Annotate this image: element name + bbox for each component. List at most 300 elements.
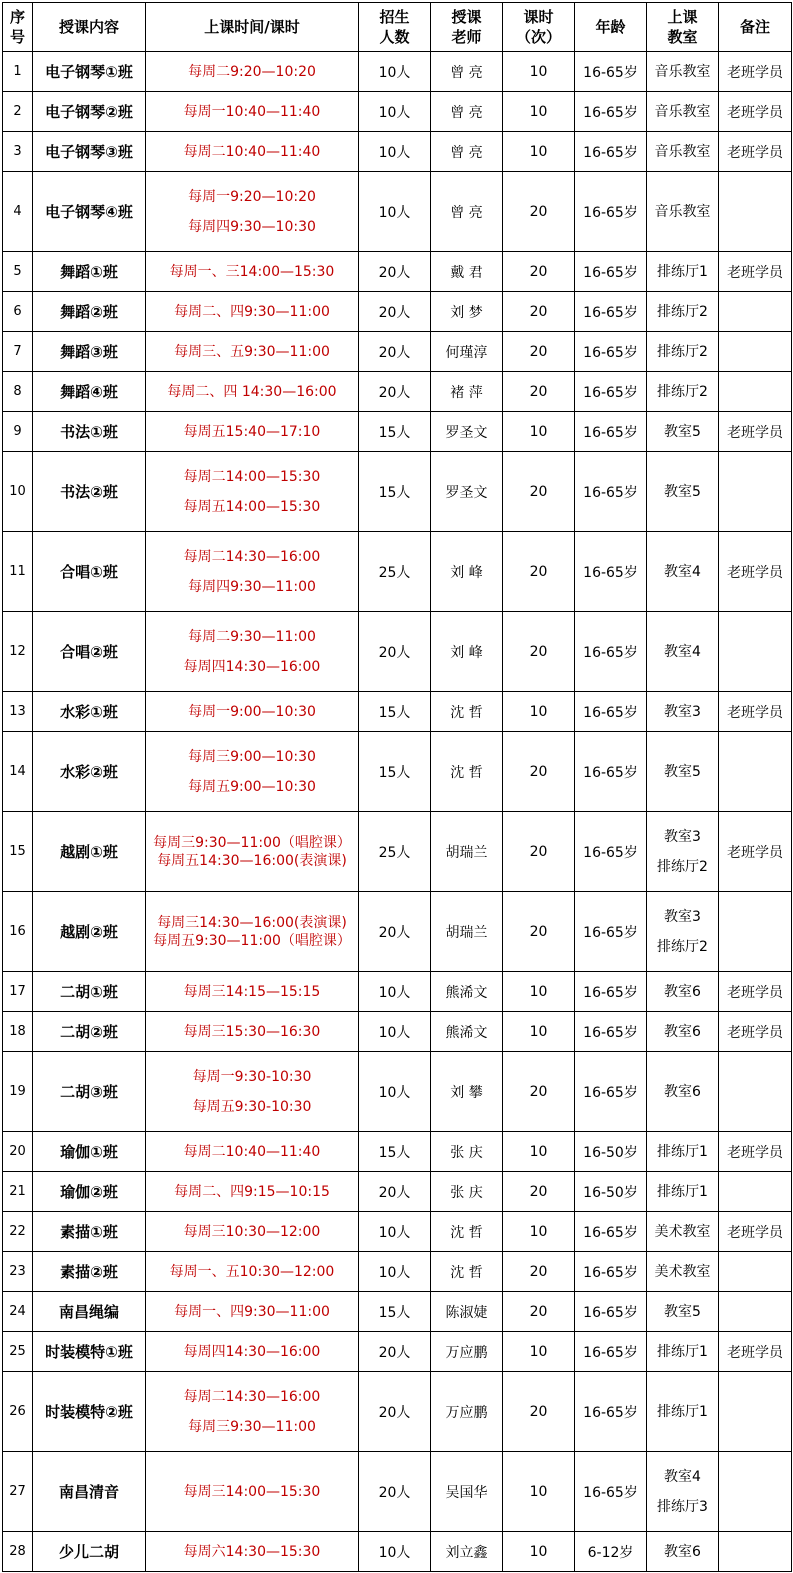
course-name: 南昌清音 [33, 1452, 146, 1532]
hours: 20 [503, 812, 575, 892]
hours: 20 [503, 1372, 575, 1452]
age-range: 6-12岁 [575, 1532, 647, 1572]
hours: 10 [503, 52, 575, 92]
note [719, 1252, 792, 1292]
room-line: 排练厅1 [657, 263, 708, 280]
time-line: 每周二14:30—16:00 [183, 1388, 321, 1405]
course-name: 书法②班 [33, 452, 146, 532]
note: 老班学员 [719, 412, 792, 452]
class-schedule-table [2, 2, 792, 1572]
row-index: 16 [3, 892, 33, 972]
age-range: 16-65岁 [575, 452, 647, 532]
time-line: 每周一9:20—10:20 [188, 188, 316, 205]
teacher: 罗圣文 [431, 452, 503, 532]
row-index: 1 [3, 52, 33, 92]
table-row [3, 1212, 792, 1252]
teacher: 曾 亮 [431, 92, 503, 132]
room-line: 排练厅1 [657, 1183, 708, 1200]
teacher: 褚 萍 [431, 372, 503, 412]
teacher: 罗圣文 [431, 412, 503, 452]
classroom [647, 52, 719, 92]
table-row [3, 1292, 792, 1332]
room-line: 教室4 [664, 563, 701, 580]
hours: 10 [503, 412, 575, 452]
table-row [3, 972, 792, 1012]
row-index: 24 [3, 1292, 33, 1332]
hours: 20 [503, 372, 575, 412]
room-line: 音乐教室 [654, 103, 711, 120]
room-line: 美术教室 [654, 1223, 711, 1240]
header-time: 上课时间/课时 [146, 3, 359, 52]
note: 老班学员 [719, 972, 792, 1012]
time-line: 每周一9:30-10:30 [192, 1068, 312, 1085]
classroom [647, 132, 719, 172]
table-row [3, 532, 792, 612]
hours: 10 [503, 1452, 575, 1532]
time-line: 每周五14:30—16:00(表演课) [157, 852, 347, 869]
course-name: 时装模特①班 [33, 1332, 146, 1372]
note [719, 892, 792, 972]
class-time [146, 1012, 359, 1052]
classroom [647, 1132, 719, 1172]
age-range: 16-65岁 [575, 1052, 647, 1132]
table-row [3, 452, 792, 532]
hours: 10 [503, 1212, 575, 1252]
note [719, 612, 792, 692]
quota: 10人 [359, 52, 431, 92]
room-line: 教室5 [664, 423, 701, 440]
class-time [146, 1452, 359, 1532]
note [719, 1532, 792, 1572]
row-index: 23 [3, 1252, 33, 1292]
teacher: 刘 攀 [431, 1052, 503, 1132]
hours: 20 [503, 452, 575, 532]
course-name: 舞蹈①班 [33, 252, 146, 292]
hours: 20 [503, 172, 575, 252]
time-line: 每周五15:40—17:10 [183, 423, 321, 440]
header-age: 年龄 [575, 3, 647, 52]
row-index: 20 [3, 1132, 33, 1172]
time-line: 每周二、四9:15—10:15 [174, 1183, 330, 1200]
course-name: 越剧②班 [33, 892, 146, 972]
room-line: 音乐教室 [654, 143, 711, 160]
age-range: 16-65岁 [575, 132, 647, 172]
hours: 20 [503, 732, 575, 812]
class-time [146, 372, 359, 412]
time-line: 每周三9:30—11:00 [188, 1418, 316, 1435]
time-line: 每周二、四 14:30—16:00 [167, 383, 337, 400]
note: 老班学员 [719, 92, 792, 132]
teacher: 吴国华 [431, 1452, 503, 1532]
table-row [3, 1452, 792, 1532]
age-range: 16-65岁 [575, 1372, 647, 1452]
classroom [647, 172, 719, 252]
row-index: 3 [3, 132, 33, 172]
class-time [146, 1372, 359, 1452]
note [719, 292, 792, 332]
course-name: 时装模特②班 [33, 1372, 146, 1452]
note: 老班学员 [719, 812, 792, 892]
classroom [647, 892, 719, 972]
hours: 10 [503, 1532, 575, 1572]
room-line: 教室6 [664, 1083, 701, 1100]
teacher: 戴 君 [431, 252, 503, 292]
row-index: 8 [3, 372, 33, 412]
header-index: 序 号 [3, 3, 33, 52]
class-time [146, 452, 359, 532]
time-line: 每周二10:40—11:40 [183, 1143, 321, 1160]
table-row [3, 1332, 792, 1372]
course-name: 舞蹈②班 [33, 292, 146, 332]
time-line: 每周三14:00—15:30 [183, 1483, 321, 1500]
age-range: 16-65岁 [575, 292, 647, 332]
classroom [647, 1452, 719, 1532]
age-range: 16-65岁 [575, 1452, 647, 1532]
age-range: 16-65岁 [575, 612, 647, 692]
course-name: 合唱①班 [33, 532, 146, 612]
quota: 20人 [359, 612, 431, 692]
course-name: 素描②班 [33, 1252, 146, 1292]
classroom [647, 1052, 719, 1132]
time-line: 每周六14:30—15:30 [183, 1543, 321, 1560]
note: 老班学员 [719, 1212, 792, 1252]
course-name: 水彩①班 [33, 692, 146, 732]
quota: 10人 [359, 1532, 431, 1572]
quota: 25人 [359, 812, 431, 892]
age-range: 16-65岁 [575, 892, 647, 972]
row-index: 25 [3, 1332, 33, 1372]
time-line: 每周三14:30—16:00(表演课) [157, 914, 347, 931]
quota: 10人 [359, 172, 431, 252]
course-name: 二胡②班 [33, 1012, 146, 1052]
course-name: 二胡③班 [33, 1052, 146, 1132]
time-line: 每周二9:30—11:00 [188, 628, 316, 645]
quota: 20人 [359, 372, 431, 412]
table-row [3, 172, 792, 252]
room-line: 排练厅1 [657, 1143, 708, 1160]
course-name: 南昌绳编 [33, 1292, 146, 1332]
table-row [3, 1252, 792, 1292]
time-line: 每周二14:00—15:30 [183, 468, 321, 485]
class-time [146, 1132, 359, 1172]
classroom [647, 1012, 719, 1052]
table-row [3, 1052, 792, 1132]
class-time [146, 612, 359, 692]
class-time [146, 412, 359, 452]
quota: 25人 [359, 532, 431, 612]
time-line: 每周二、四9:30—11:00 [174, 303, 330, 320]
course-name: 电子钢琴①班 [33, 52, 146, 92]
classroom [647, 92, 719, 132]
hours: 10 [503, 132, 575, 172]
note: 老班学员 [719, 532, 792, 612]
row-index: 11 [3, 532, 33, 612]
note [719, 452, 792, 532]
class-time [146, 692, 359, 732]
table-row [3, 612, 792, 692]
time-line: 每周四9:30—11:00 [188, 578, 316, 595]
classroom [647, 812, 719, 892]
course-name: 水彩②班 [33, 732, 146, 812]
hours: 10 [503, 1332, 575, 1372]
hours: 10 [503, 1132, 575, 1172]
hours: 20 [503, 292, 575, 332]
course-name: 电子钢琴③班 [33, 132, 146, 172]
quota: 20人 [359, 292, 431, 332]
age-range: 16-65岁 [575, 252, 647, 292]
time-line: 每周四9:30—10:30 [188, 218, 316, 235]
teacher: 张 庆 [431, 1172, 503, 1212]
quota: 20人 [359, 1332, 431, 1372]
table-row [3, 1532, 792, 1572]
class-time [146, 732, 359, 812]
row-index: 19 [3, 1052, 33, 1132]
note [719, 172, 792, 252]
quota: 10人 [359, 1212, 431, 1252]
hours: 20 [503, 1172, 575, 1212]
header-note: 备注 [719, 3, 792, 52]
classroom [647, 1292, 719, 1332]
row-index: 4 [3, 172, 33, 252]
teacher: 熊浠文 [431, 1012, 503, 1052]
teacher: 胡瑞兰 [431, 812, 503, 892]
table-row [3, 332, 792, 372]
time-line: 每周四14:30—16:00 [183, 658, 321, 675]
age-range: 16-50岁 [575, 1172, 647, 1212]
course-name: 舞蹈④班 [33, 372, 146, 412]
course-name: 电子钢琴②班 [33, 92, 146, 132]
class-time [146, 1532, 359, 1572]
room-line: 音乐教室 [654, 63, 711, 80]
class-time [146, 292, 359, 332]
note: 老班学员 [719, 52, 792, 92]
hours: 10 [503, 692, 575, 732]
room-line: 教室3 [664, 908, 701, 925]
class-time [146, 1332, 359, 1372]
table-row [3, 412, 792, 452]
course-name: 少儿二胡 [33, 1532, 146, 1572]
teacher: 沈 哲 [431, 692, 503, 732]
teacher: 刘 峰 [431, 612, 503, 692]
room-line: 音乐教室 [654, 203, 711, 220]
teacher: 张 庆 [431, 1132, 503, 1172]
class-time [146, 1212, 359, 1252]
classroom [647, 1172, 719, 1212]
classroom [647, 532, 719, 612]
note [719, 732, 792, 812]
class-time [146, 172, 359, 252]
row-index: 7 [3, 332, 33, 372]
class-time [146, 1252, 359, 1292]
room-line: 排练厅2 [657, 343, 708, 360]
time-line: 每周一9:00—10:30 [188, 703, 316, 720]
room-line: 教室3 [664, 703, 701, 720]
quota: 15人 [359, 1132, 431, 1172]
header-course: 授课内容 [33, 3, 146, 52]
classroom [647, 372, 719, 412]
room-line: 教室6 [664, 1023, 701, 1040]
class-time [146, 332, 359, 372]
time-line: 每周三、五9:30—11:00 [174, 343, 330, 360]
note [719, 332, 792, 372]
header-teacher: 授课 老师 [431, 3, 503, 52]
course-name: 越剧①班 [33, 812, 146, 892]
room-line: 排练厅2 [657, 383, 708, 400]
classroom [647, 1372, 719, 1452]
room-line: 教室6 [664, 1543, 701, 1560]
teacher: 何瑾淳 [431, 332, 503, 372]
hours: 20 [503, 892, 575, 972]
classroom [647, 612, 719, 692]
row-index: 17 [3, 972, 33, 1012]
quota: 15人 [359, 692, 431, 732]
class-time [146, 52, 359, 92]
row-index: 21 [3, 1172, 33, 1212]
row-index: 28 [3, 1532, 33, 1572]
class-time [146, 92, 359, 132]
room-line: 教室6 [664, 983, 701, 1000]
course-name: 舞蹈③班 [33, 332, 146, 372]
row-index: 13 [3, 692, 33, 732]
note: 老班学员 [719, 252, 792, 292]
course-name: 电子钢琴④班 [33, 172, 146, 252]
classroom [647, 732, 719, 812]
hours: 20 [503, 612, 575, 692]
quota: 10人 [359, 92, 431, 132]
time-line: 每周五9:30—11:00（唱腔课） [153, 932, 351, 949]
header-quota: 招生 人数 [359, 3, 431, 52]
note: 老班学员 [719, 1132, 792, 1172]
note [719, 372, 792, 412]
classroom [647, 1532, 719, 1572]
course-name: 书法①班 [33, 412, 146, 452]
time-line: 每周三14:15—15:15 [183, 983, 321, 1000]
age-range: 16-65岁 [575, 1332, 647, 1372]
room-line: 教室3 [664, 828, 701, 845]
header-room: 上课 教室 [647, 3, 719, 52]
classroom [647, 292, 719, 332]
course-name: 素描①班 [33, 1212, 146, 1252]
classroom [647, 452, 719, 532]
teacher: 沈 哲 [431, 732, 503, 812]
table-row [3, 812, 792, 892]
class-time [146, 812, 359, 892]
teacher: 刘 峰 [431, 532, 503, 612]
course-name: 瑜伽①班 [33, 1132, 146, 1172]
note: 老班学员 [719, 1012, 792, 1052]
note [719, 1172, 792, 1212]
hours: 20 [503, 252, 575, 292]
note [719, 1292, 792, 1332]
time-line: 每周五9:00—10:30 [188, 778, 316, 795]
teacher: 沈 哲 [431, 1252, 503, 1292]
age-range: 16-65岁 [575, 532, 647, 612]
time-line: 每周五9:30-10:30 [192, 1098, 312, 1115]
table-row [3, 1372, 792, 1452]
quota: 20人 [359, 1452, 431, 1532]
teacher: 胡瑞兰 [431, 892, 503, 972]
row-index: 2 [3, 92, 33, 132]
classroom [647, 1332, 719, 1372]
room-line: 排练厅2 [657, 938, 708, 955]
table-row [3, 372, 792, 412]
time-line: 每周四14:30—16:00 [183, 1343, 321, 1360]
classroom [647, 332, 719, 372]
note: 老班学员 [719, 132, 792, 172]
time-line: 每周一、三14:00—15:30 [169, 263, 335, 280]
class-time [146, 1052, 359, 1132]
age-range: 16-65岁 [575, 1012, 647, 1052]
note: 老班学员 [719, 692, 792, 732]
teacher: 熊浠文 [431, 972, 503, 1012]
time-line: 每周二10:40—11:40 [183, 143, 321, 160]
age-range: 16-65岁 [575, 92, 647, 132]
time-line: 每周二9:20—10:20 [188, 63, 316, 80]
time-line: 每周三9:00—10:30 [188, 748, 316, 765]
room-line: 排练厅1 [657, 1403, 708, 1420]
time-line: 每周一、五10:30—12:00 [169, 1263, 335, 1280]
hours: 20 [503, 1252, 575, 1292]
room-line: 教室5 [664, 1303, 701, 1320]
teacher: 陈淑婕 [431, 1292, 503, 1332]
age-range: 16-50岁 [575, 1132, 647, 1172]
table-row [3, 892, 792, 972]
age-range: 16-65岁 [575, 412, 647, 452]
table-row [3, 692, 792, 732]
hours: 20 [503, 1292, 575, 1332]
row-index: 14 [3, 732, 33, 812]
time-line: 每周三10:30—12:00 [183, 1223, 321, 1240]
row-index: 26 [3, 1372, 33, 1452]
room-line: 教室4 [664, 1468, 701, 1485]
class-time [146, 132, 359, 172]
age-range: 16-65岁 [575, 1292, 647, 1332]
room-line: 排练厅3 [657, 1498, 708, 1515]
age-range: 16-65岁 [575, 812, 647, 892]
teacher: 曾 亮 [431, 132, 503, 172]
room-line: 教室4 [664, 643, 701, 660]
quota: 15人 [359, 1292, 431, 1332]
row-index: 27 [3, 1452, 33, 1532]
row-index: 5 [3, 252, 33, 292]
age-range: 16-65岁 [575, 52, 647, 92]
row-index: 6 [3, 292, 33, 332]
table-row [3, 1172, 792, 1212]
classroom [647, 412, 719, 452]
age-range: 16-65岁 [575, 972, 647, 1012]
classroom [647, 692, 719, 732]
quota: 15人 [359, 412, 431, 452]
room-line: 教室5 [664, 483, 701, 500]
quota: 20人 [359, 1172, 431, 1212]
age-range: 16-65岁 [575, 732, 647, 812]
teacher: 曾 亮 [431, 172, 503, 252]
time-line: 每周一、四9:30—11:00 [174, 1303, 330, 1320]
table-row [3, 1012, 792, 1052]
row-index: 12 [3, 612, 33, 692]
time-line: 每周一10:40—11:40 [183, 103, 321, 120]
table-row [3, 252, 792, 292]
quota: 10人 [359, 1012, 431, 1052]
course-name: 瑜伽②班 [33, 1172, 146, 1212]
teacher: 刘 梦 [431, 292, 503, 332]
table-row [3, 1132, 792, 1172]
teacher: 沈 哲 [431, 1212, 503, 1252]
row-index: 22 [3, 1212, 33, 1252]
room-line: 教室5 [664, 763, 701, 780]
hours: 10 [503, 972, 575, 1012]
time-line: 每周五14:00—15:30 [183, 498, 321, 515]
